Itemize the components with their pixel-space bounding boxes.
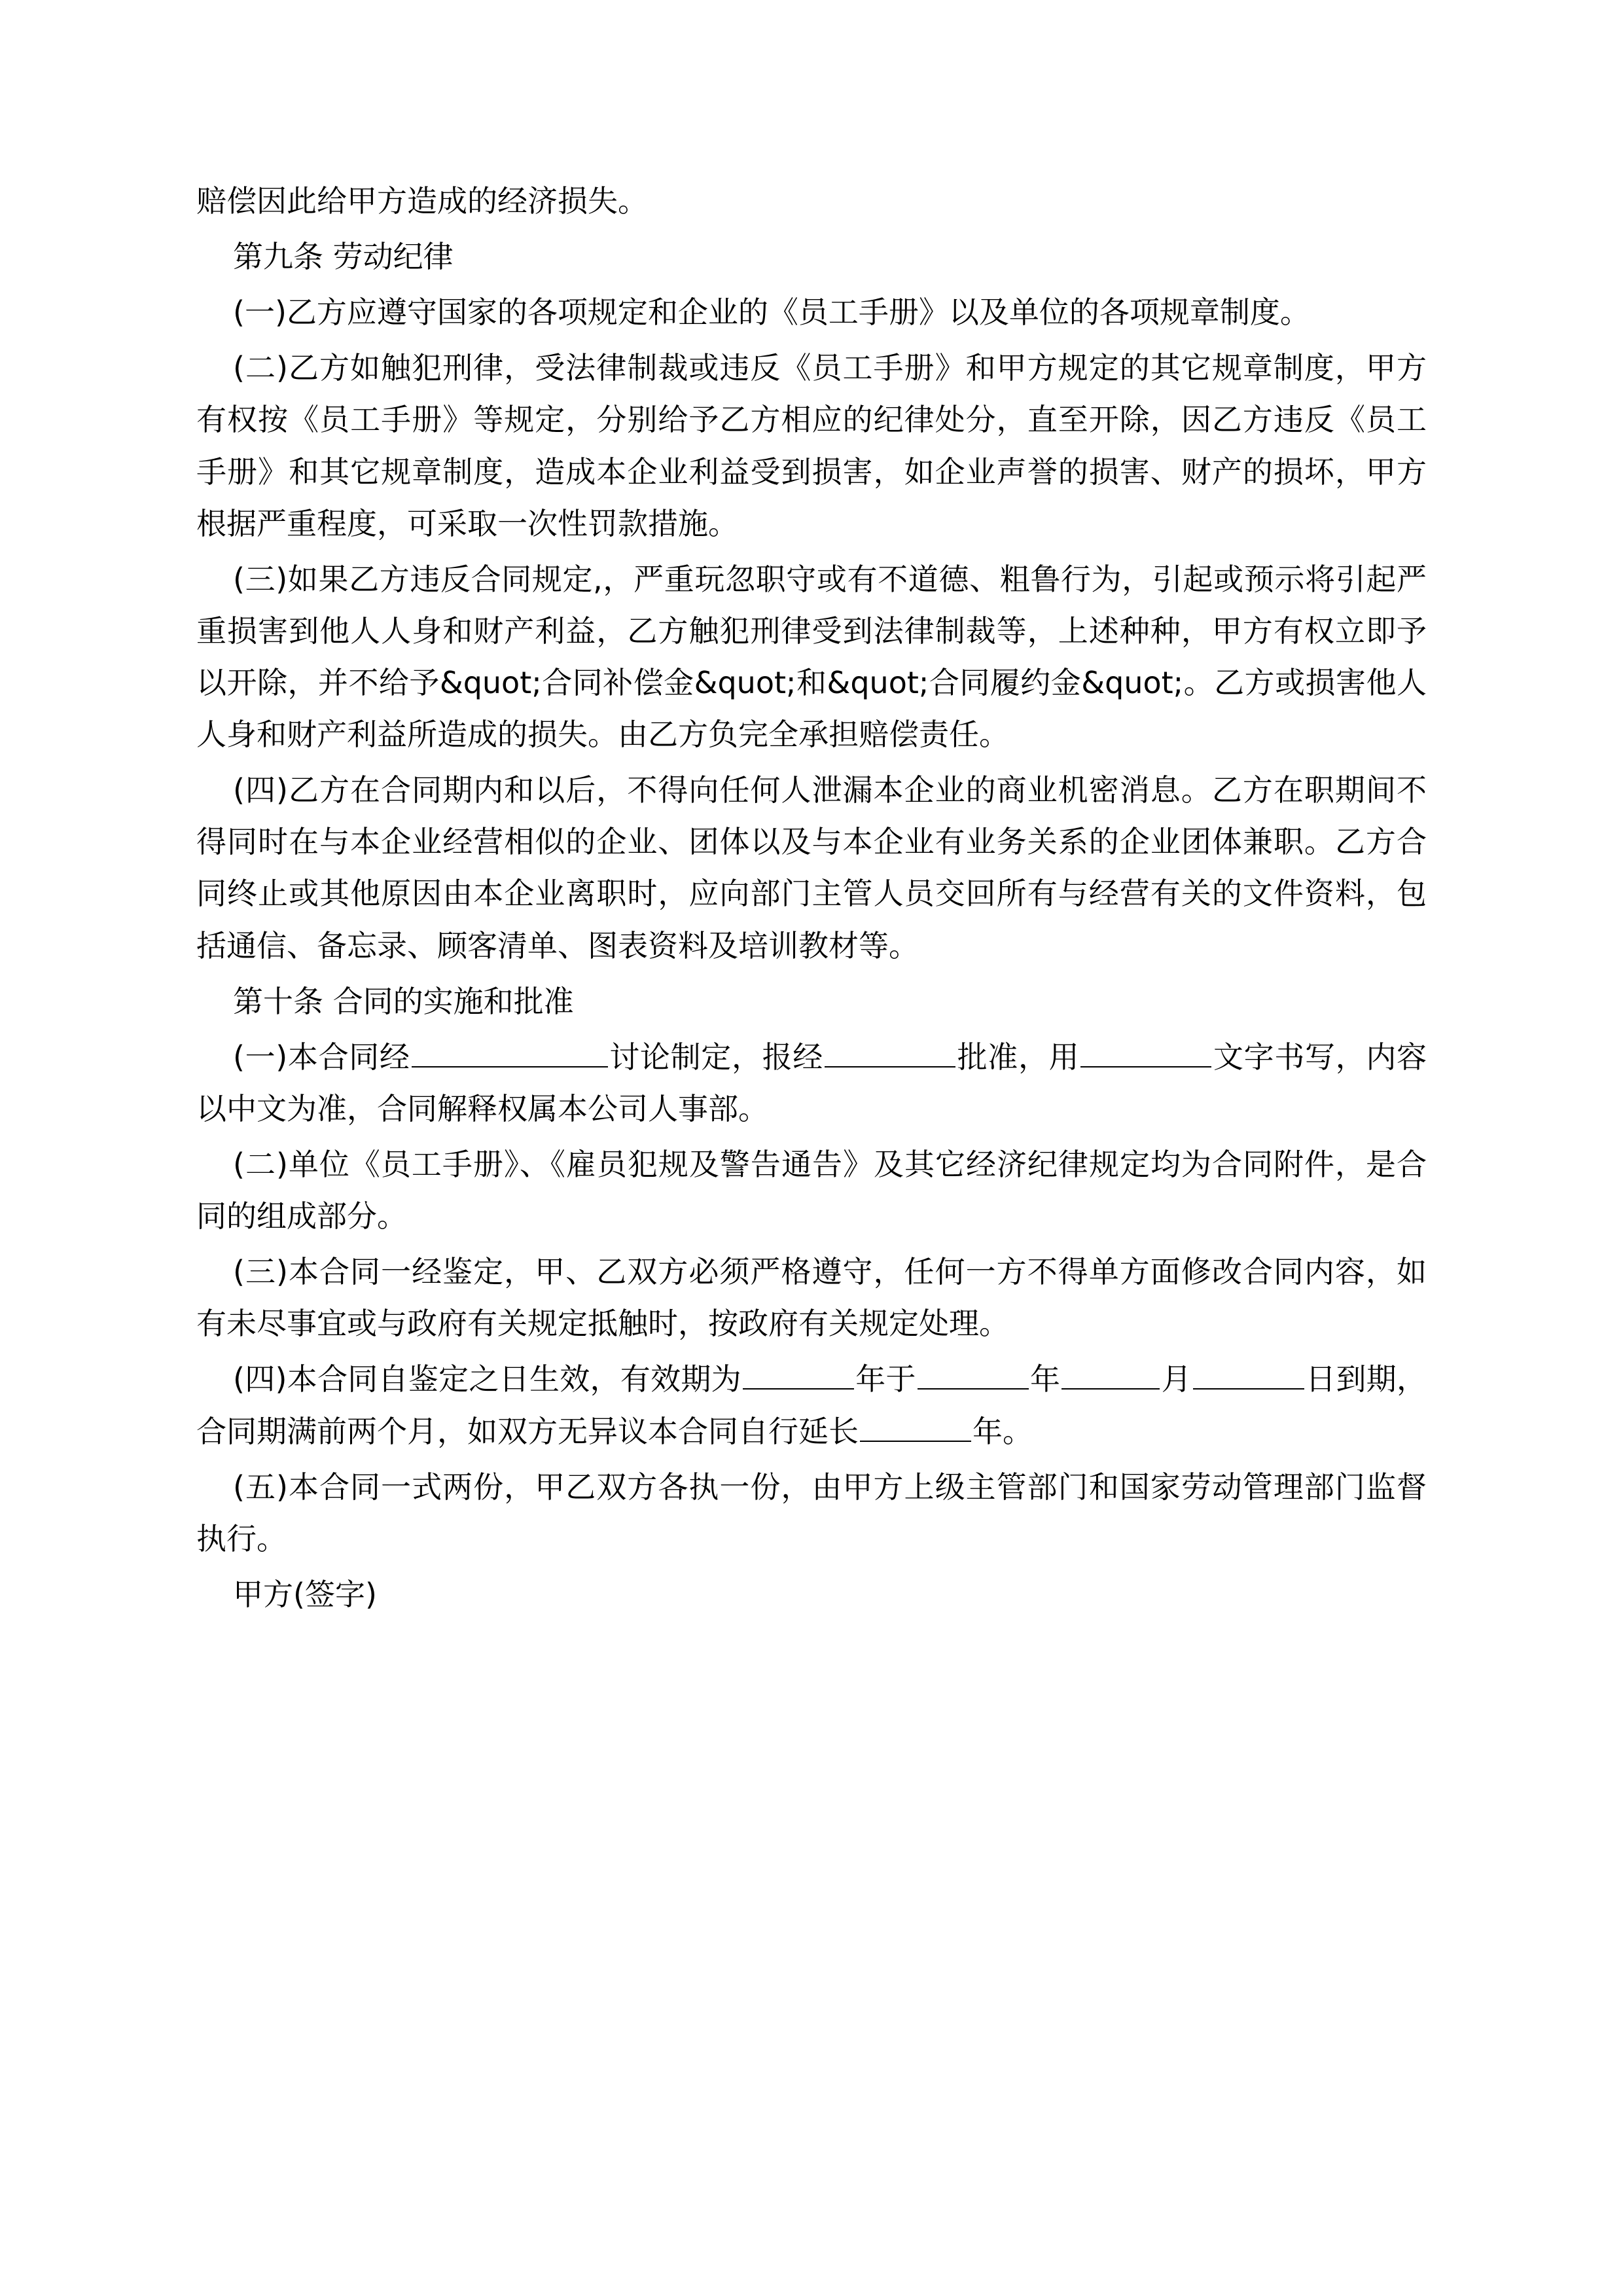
- paragraph-text: 文字书写，内容以中文为准，合同解释权属本公司人事部。: [196, 1039, 1427, 1126]
- paragraph-text: 年: [1029, 1361, 1061, 1397]
- fill-in-blank[interactable]: [860, 1406, 971, 1442]
- fill-in-blank[interactable]: [1193, 1354, 1304, 1390]
- paragraph-text: (一)本合同经: [233, 1039, 410, 1075]
- paragraph: [196, 1031, 1427, 1135]
- paragraph: (二)乙方如触犯刑律，受法律制裁或违反《员工手册》和甲方规定的其它规章制度，甲方有权按《员工手册》等规定，分别给予乙方相应的纪律处分，直至开除，因乙方违反《员工手册》和其它规章制度，造成本企业利益受到损害，如企业声誉的损害、财产的损坏，甲方根据严重程度，可采取一次性罚款措施。: [196, 350, 1427, 541]
- paragraph: (三)如果乙方违反合同规定,，严重玩忽职守或有不道德、粗鲁行为，引起或预示将引起严重损害到他人人身和财产利益，乙方触犯刑律受到法律制裁等，上述种种，甲方有权立即予以开除，并不给予&quot;合同补偿金&quot;和&quot;合同履约金&quot;。乙方或损害他人人身和财产利益所造成的损失。由乙方负完全承担赔偿责任。: [196, 561, 1427, 753]
- paragraph-text: 讨论制定，报经: [609, 1039, 823, 1075]
- fill-in-blank[interactable]: [1080, 1031, 1211, 1067]
- paragraph: [196, 1354, 1427, 1457]
- paragraph: (一)乙方应遵守国家的各项规定和企业的《员工手册》以及单位的各项规章制度。: [233, 295, 1310, 331]
- paragraph-text: 日到期，合同期满前两个月，如双方无异议本合同自行延长: [196, 1361, 1427, 1449]
- fill-in-blank[interactable]: [412, 1031, 608, 1067]
- paragraph-text: 年于: [855, 1361, 916, 1397]
- fill-in-blank[interactable]: [1061, 1354, 1160, 1390]
- fill-in-blank[interactable]: [743, 1354, 854, 1390]
- paragraph: (五)本合同一式两份，甲乙双方各执一份，由甲方上级主管部门和国家劳动管理部门监督执行。: [196, 1469, 1427, 1556]
- paragraph: (三)本合同一经鉴定，甲、乙双方必须严格遵守，任何一方不得单方面修改合同内容，如有未尽事宜或与政府有关规定抵触时，按政府有关规定处理。: [196, 1254, 1427, 1342]
- paragraph: (二)单位《员工手册》、《雇员犯规及警告通告》及其它经济纪律规定均为合同附件，是合同的组成部分。: [196, 1146, 1427, 1234]
- fill-in-blank[interactable]: [825, 1031, 955, 1067]
- paragraph-text: 月: [1161, 1361, 1192, 1397]
- paragraph: (四)乙方在合同期内和以后，不得向任何人泄漏本企业的商业机密消息。乙方在职期间不得同时在与本企业经营相似的企业、团体以及与本企业有业务关系的企业团体兼职。乙方合同终止或其他原因由本企业离职时，应向部门主管人员交回所有与经营有关的文件资料，包括通信、备忘录、顾客清单、图表资料及培训教材等。: [196, 772, 1427, 963]
- fill-in-blank[interactable]: [918, 1354, 1029, 1390]
- paragraph: 第九条 劳动纪律: [233, 239, 454, 275]
- paragraph: 赔偿因此给甲方造成的经济损失。: [196, 183, 648, 219]
- paragraph-text: (四)本合同自鉴定之日生效，有效期为: [233, 1361, 741, 1397]
- paragraph: 第十条 合同的实施和批准: [233, 983, 574, 1019]
- paragraph: 甲方(签字): [233, 1576, 377, 1612]
- document-body: [196, 175, 1427, 1621]
- paragraph-text: 年。: [972, 1413, 1033, 1449]
- paragraph-text: 批准，用: [956, 1039, 1080, 1075]
